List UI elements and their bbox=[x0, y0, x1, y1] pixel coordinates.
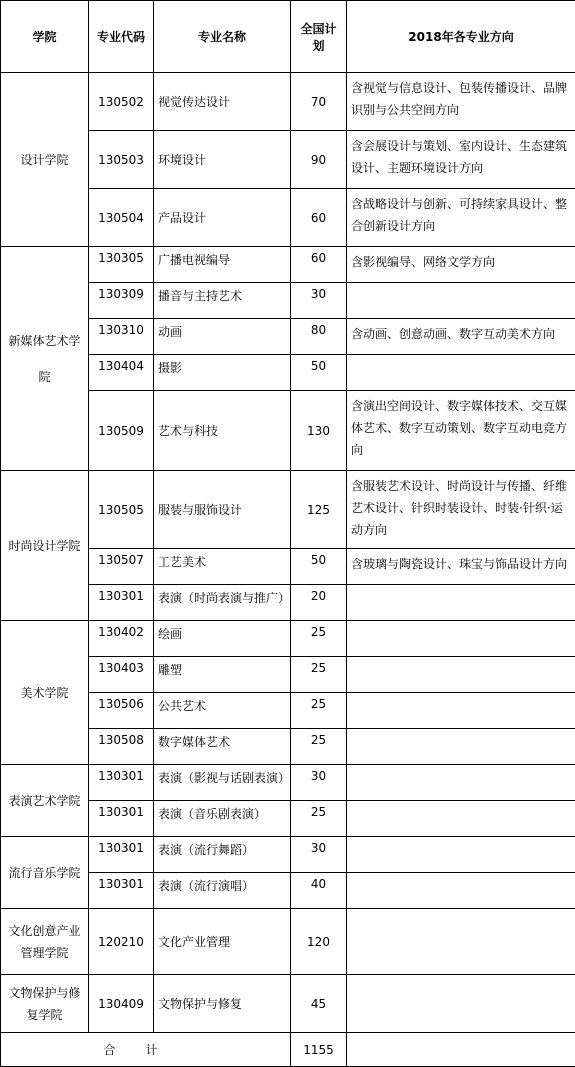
direction-cell bbox=[347, 585, 575, 621]
code-cell: 130309 bbox=[89, 283, 154, 319]
plan-cell: 60 bbox=[291, 247, 347, 283]
name-cell: 摄影 bbox=[154, 355, 291, 391]
name-cell: 动画 bbox=[154, 319, 291, 355]
code-cell: 130507 bbox=[89, 549, 154, 585]
table-row bbox=[1, 837, 575, 873]
plan-cell: 60 bbox=[291, 189, 347, 247]
code-cell: 130310 bbox=[89, 319, 154, 355]
direction-cell bbox=[347, 729, 575, 765]
name-cell: 文物保护与修复 bbox=[154, 975, 291, 1033]
name-cell: 环境设计 bbox=[154, 131, 291, 189]
direction-cell: 含战略设计与创新、可持续家具设计、整合创新设计方向 bbox=[347, 189, 575, 247]
total-direction-cell bbox=[347, 1033, 575, 1067]
direction-cell bbox=[347, 837, 575, 873]
header-name: 专业名称 bbox=[154, 1, 291, 73]
code-cell: 130404 bbox=[89, 355, 154, 391]
plan-cell: 25 bbox=[291, 729, 347, 765]
header-direction: 2018年各专业方向 bbox=[347, 1, 575, 73]
direction-cell: 含服装艺术设计、时尚设计与传播、纤维艺术设计、针织时装设计、时装·针织·运动方向 bbox=[347, 471, 575, 549]
code-cell: 130504 bbox=[89, 189, 154, 247]
college-cell: 文化创意产业管理学院 bbox=[1, 909, 89, 975]
college-cell: 新媒体艺术学院 bbox=[1, 247, 89, 471]
direction-cell bbox=[347, 355, 575, 391]
code-cell: 130506 bbox=[89, 693, 154, 729]
plan-cell: 90 bbox=[291, 131, 347, 189]
direction-cell bbox=[347, 657, 575, 693]
total-plan: 1155 bbox=[291, 1033, 347, 1067]
code-cell: 130508 bbox=[89, 729, 154, 765]
table-row bbox=[1, 765, 575, 801]
direction-cell bbox=[347, 621, 575, 657]
plan-cell: 45 bbox=[291, 975, 347, 1033]
direction-cell bbox=[347, 283, 575, 319]
direction-cell bbox=[347, 975, 575, 1033]
plan-cell: 25 bbox=[291, 693, 347, 729]
code-cell: 130301 bbox=[89, 801, 154, 837]
name-cell: 工艺美术 bbox=[154, 549, 291, 585]
name-cell: 表演（影视与话剧表演） bbox=[154, 765, 291, 801]
header-college: 学院 bbox=[1, 1, 89, 73]
name-cell: 视觉传达设计 bbox=[154, 73, 291, 131]
name-cell: 文化产业管理 bbox=[154, 909, 291, 975]
code-cell: 130305 bbox=[89, 247, 154, 283]
direction-cell: 含影视编导、网络文学方向 bbox=[347, 247, 575, 283]
plan-cell: 30 bbox=[291, 283, 347, 319]
name-cell: 雕塑 bbox=[154, 657, 291, 693]
table-row bbox=[1, 909, 575, 975]
table-row bbox=[1, 247, 575, 283]
code-cell: 130509 bbox=[89, 391, 154, 471]
code-cell: 130301 bbox=[89, 873, 154, 909]
plan-cell: 50 bbox=[291, 355, 347, 391]
table-row bbox=[1, 471, 575, 549]
college-cell: 流行音乐学院 bbox=[1, 837, 89, 909]
table-row bbox=[1, 975, 575, 1033]
table-row bbox=[1, 73, 575, 131]
name-cell: 表演（音乐剧表演） bbox=[154, 801, 291, 837]
direction-cell bbox=[347, 909, 575, 975]
plan-cell: 30 bbox=[291, 765, 347, 801]
plan-cell: 25 bbox=[291, 801, 347, 837]
name-cell: 表演（流行舞蹈） bbox=[154, 837, 291, 873]
name-cell: 公共艺术 bbox=[154, 693, 291, 729]
plan-cell: 130 bbox=[291, 391, 347, 471]
college-cell: 美术学院 bbox=[1, 621, 89, 765]
name-cell: 表演（时尚表演与推广） bbox=[154, 585, 291, 621]
plan-cell: 50 bbox=[291, 549, 347, 585]
code-cell: 130505 bbox=[89, 471, 154, 549]
college-cell: 表演艺术学院 bbox=[1, 765, 89, 837]
direction-cell: 含会展设计与策划、室内设计、生态建筑设计、主题环境设计方向 bbox=[347, 131, 575, 189]
code-cell: 130301 bbox=[89, 837, 154, 873]
name-cell: 绘画 bbox=[154, 621, 291, 657]
plan-cell: 125 bbox=[291, 471, 347, 549]
college-cell: 文物保护与修复学院 bbox=[1, 975, 89, 1033]
direction-cell bbox=[347, 873, 575, 909]
total-label: 合计 bbox=[1, 1033, 291, 1067]
total-row bbox=[1, 1033, 575, 1067]
direction-cell bbox=[347, 693, 575, 729]
header-row bbox=[1, 1, 575, 73]
direction-cell: 含玻璃与陶瓷设计、珠宝与饰品设计方向 bbox=[347, 549, 575, 585]
plan-cell: 80 bbox=[291, 319, 347, 355]
direction-cell: 含演出空间设计、数字媒体技术、交互媒体艺术、数字互动策划、数字互动电竞方向 bbox=[347, 391, 575, 471]
direction-cell bbox=[347, 765, 575, 801]
name-cell: 服装与服饰设计 bbox=[154, 471, 291, 549]
code-cell: 130301 bbox=[89, 585, 154, 621]
header-plan: 全国计划 bbox=[291, 1, 347, 73]
direction-cell: 含动画、创意动画、数字互动美术方向 bbox=[347, 319, 575, 355]
plan-cell: 40 bbox=[291, 873, 347, 909]
plan-cell: 25 bbox=[291, 621, 347, 657]
code-cell: 120210 bbox=[89, 909, 154, 975]
name-cell: 播音与主持艺术 bbox=[154, 283, 291, 319]
code-cell: 130502 bbox=[89, 73, 154, 131]
plan-cell: 25 bbox=[291, 657, 347, 693]
plan-cell: 30 bbox=[291, 837, 347, 873]
table-row bbox=[1, 621, 575, 657]
college-cell: 时尚设计学院 bbox=[1, 471, 89, 621]
code-cell: 130402 bbox=[89, 621, 154, 657]
header-code: 专业代码 bbox=[89, 1, 154, 73]
name-cell: 广播电视编导 bbox=[154, 247, 291, 283]
code-cell: 130403 bbox=[89, 657, 154, 693]
direction-cell: 含视觉与信息设计、包装传播设计、品牌识别与公共空间方向 bbox=[347, 73, 575, 131]
code-cell: 130409 bbox=[89, 975, 154, 1033]
college-cell: 设计学院 bbox=[1, 73, 89, 247]
name-cell: 表演（流行演唱） bbox=[154, 873, 291, 909]
plan-cell: 20 bbox=[291, 585, 347, 621]
plan-cell: 120 bbox=[291, 909, 347, 975]
code-cell: 130503 bbox=[89, 131, 154, 189]
direction-cell bbox=[347, 801, 575, 837]
name-cell: 数字媒体艺术 bbox=[154, 729, 291, 765]
plan-cell: 70 bbox=[291, 73, 347, 131]
code-cell: 130301 bbox=[89, 765, 154, 801]
name-cell: 艺术与科技 bbox=[154, 391, 291, 471]
name-cell: 产品设计 bbox=[154, 189, 291, 247]
